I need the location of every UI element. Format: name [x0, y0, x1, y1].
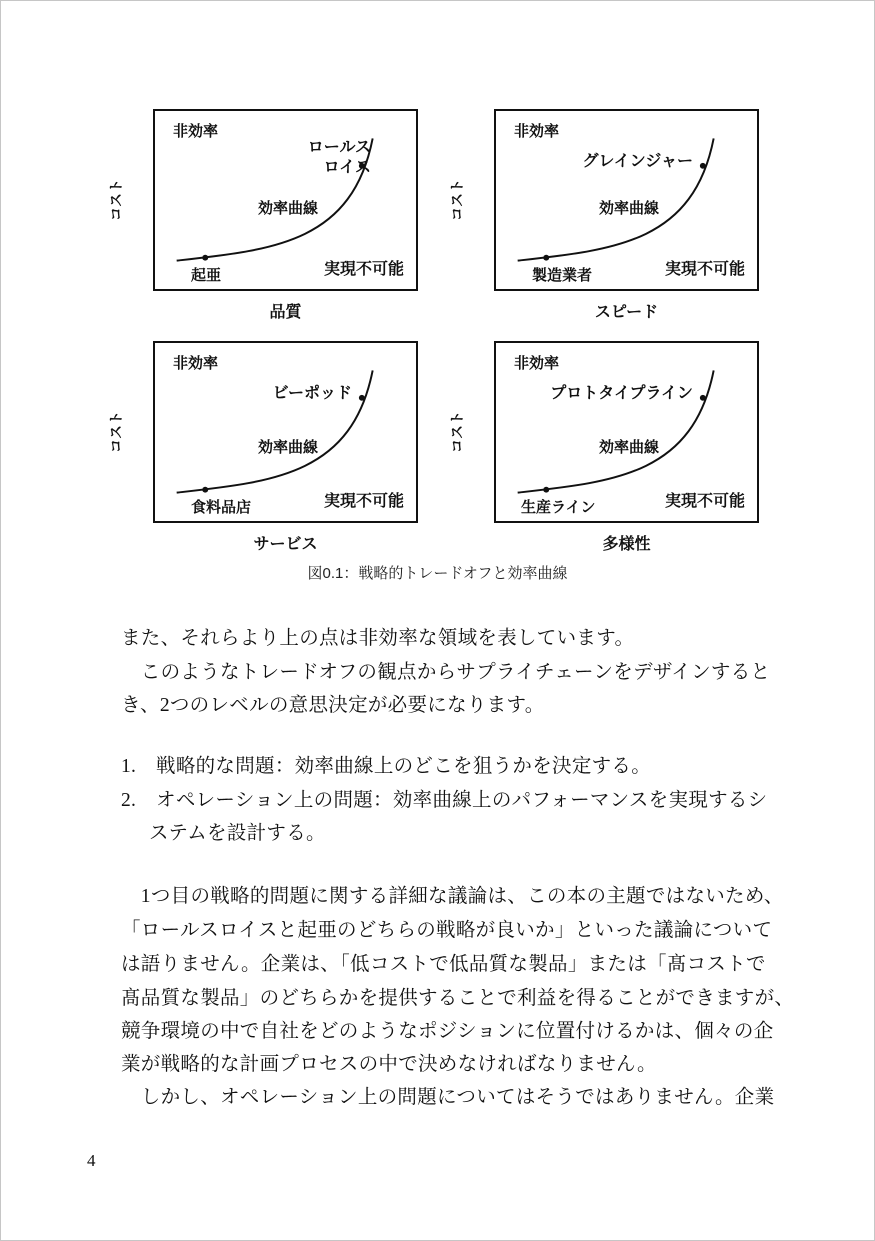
low-point-dot: [543, 255, 549, 261]
body-line: 1つ目の戦略的問題に関する詳細な議論は、この本の主題ではないため、: [121, 886, 784, 907]
curve-label: 効率曲線: [258, 200, 319, 217]
y-axis-label: コスト: [108, 179, 124, 221]
plot-area: [494, 109, 759, 291]
high-point-label: [273, 384, 352, 404]
region-label-infeasible: 実現不可能: [323, 261, 404, 278]
high-point-label-line2: ロイス: [323, 159, 371, 176]
plot-area: [153, 109, 418, 291]
body-line: き、2つのレベルの意思決定が必要になります。: [121, 695, 545, 716]
low-point-dot: [543, 487, 549, 493]
body-line: 競争環境の中で自社をどのようなポジションに位置付けるかは、個々の企: [121, 1021, 774, 1042]
chart-speed: [449, 109, 759, 321]
region-label-infeasible: 実現不可能: [323, 493, 404, 510]
region-label-inefficient: 非効率: [173, 355, 219, 372]
high-point-label-line1: グレインジャー: [582, 153, 693, 170]
page-number: 4: [87, 1151, 96, 1170]
high-point-label: [308, 138, 371, 178]
x-axis-label: スピード: [594, 304, 659, 321]
body-line: は語りません。企業は、「低コストで低品質な製品」または「髙コストで: [121, 954, 766, 975]
high-point-label-line1: ロールス: [307, 139, 371, 156]
body-line: このようなトレードオフの観点からサプライチェーンをデザインすると: [121, 662, 771, 683]
curve-label: 効率曲線: [599, 200, 660, 217]
chart-variety: [449, 341, 759, 553]
chart-quality: [108, 109, 418, 321]
chart-service: [108, 341, 418, 553]
high-point-label: [583, 152, 693, 172]
list-item-1: 1. 戦略的な問題：効率曲線上のどこを狙うかを決定する。: [121, 756, 652, 777]
list-item-2: 2. オペレーション上の問題：効率曲線上のパフォーマンスを実現するシ: [121, 790, 768, 811]
y-axis-label: コスト: [449, 411, 465, 453]
body-line: 「ロールスロイスと起亜のどちらの戦略が良いか」といった議論について: [121, 920, 773, 941]
plot-area: [153, 341, 418, 523]
plot-area: [494, 341, 759, 523]
y-axis-label: コスト: [449, 179, 465, 221]
list-item-2-continuation: ステムを設計する。: [149, 823, 326, 844]
high-point-label-line1: プロトタイプライン: [550, 385, 693, 402]
high-point-dot: [359, 395, 365, 401]
body-line: 髙品質な製品」のどちらかを提供することで利益を得ることができますが、: [121, 988, 795, 1009]
x-axis-label: 品質: [269, 304, 302, 321]
low-point-label: 食料品店: [191, 499, 252, 516]
region-label-inefficient: 非効率: [514, 355, 560, 372]
region-label-inefficient: 非効率: [514, 123, 560, 140]
curve-label: 効率曲線: [599, 439, 660, 456]
body-line: 業が戦略的な計画プロセスの中で決めなければなりません。: [121, 1054, 657, 1075]
region-label-inefficient: 非効率: [173, 123, 219, 140]
curve-label: 効率曲線: [258, 439, 319, 456]
x-axis-label: サービス: [253, 536, 318, 553]
figure-caption: 図0.1：戦略的トレードオフと効率曲線: [307, 565, 568, 582]
high-point-dot: [700, 395, 706, 401]
low-point-dot: [202, 487, 208, 493]
x-axis-label: 多様性: [602, 536, 651, 553]
low-point-label: 起亜: [191, 267, 222, 284]
body-line: しかし、オペレーション上の問題についてはそうではありません。企業: [121, 1087, 775, 1108]
low-point-dot: [202, 255, 208, 261]
low-point-label: 生産ライン: [521, 499, 596, 516]
high-point-dot: [700, 163, 706, 169]
region-label-infeasible: 実現不可能: [664, 261, 745, 278]
high-point-label-line1: ビーポッド: [272, 385, 352, 402]
body-line: また、それらより上の点は非効率な領域を表しています。: [121, 628, 635, 649]
region-label-infeasible: 実現不可能: [664, 493, 745, 510]
low-point-label: 製造業者: [532, 267, 593, 284]
high-point-label: [550, 384, 693, 404]
y-axis-label: コスト: [108, 411, 124, 453]
